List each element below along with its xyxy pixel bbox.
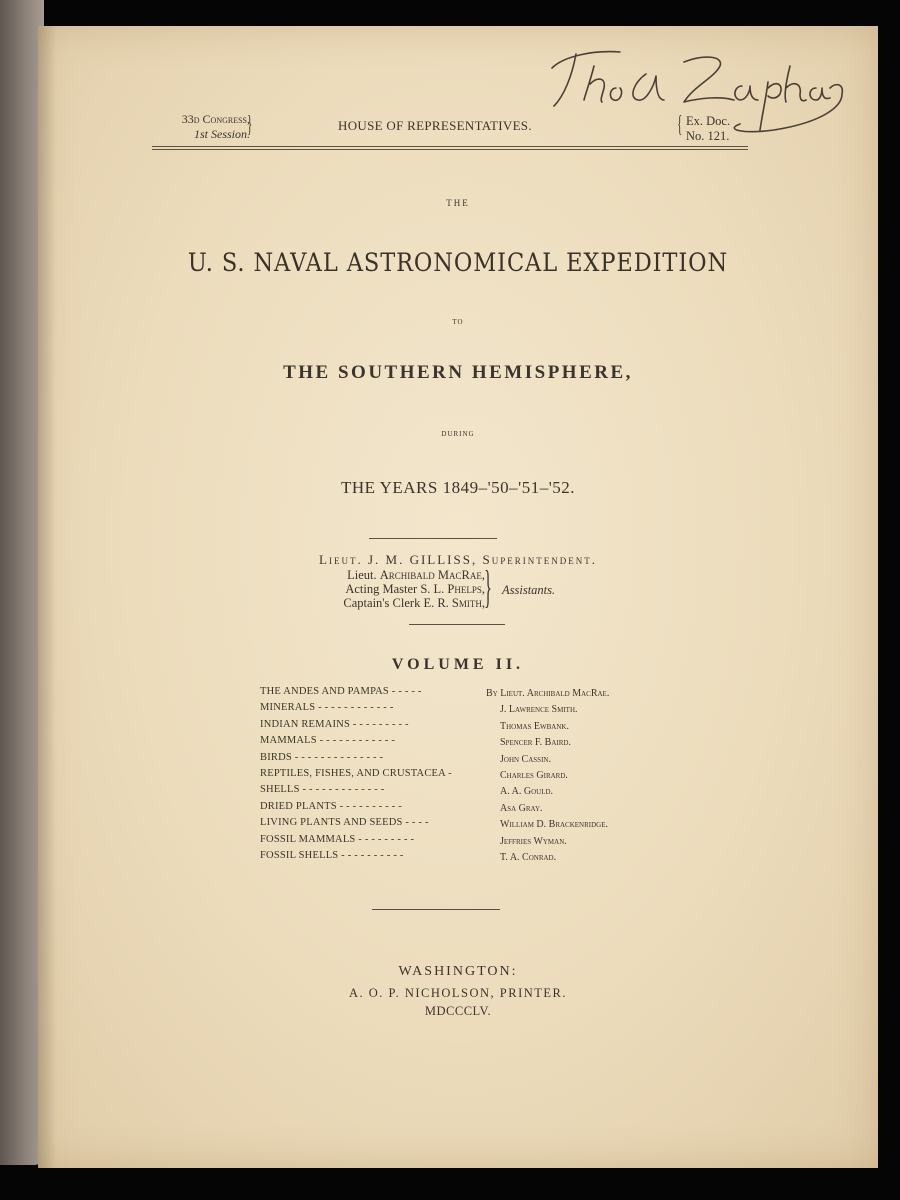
session-label: 1st Session. bbox=[193, 127, 250, 141]
congress-label: 33d Congress, bbox=[181, 112, 250, 126]
assistant-entry bbox=[330, 596, 485, 610]
assistant-entry bbox=[330, 582, 485, 596]
imprint-city: WASHINGTON: bbox=[398, 964, 518, 979]
document-number bbox=[686, 114, 730, 144]
title-years: THE YEARS 1849–'50–'51–'52. bbox=[340, 478, 576, 497]
header-rule-double bbox=[152, 149, 748, 150]
contents-subject: DRIED PLANTS - - - - - - - - - - bbox=[260, 800, 402, 812]
header-rule bbox=[152, 146, 748, 147]
assistant-name: Archibald MacRae, bbox=[379, 568, 485, 582]
contents-author: William D. Brackenridge. bbox=[500, 819, 608, 831]
contents-author: Spencer F. Baird. bbox=[500, 737, 571, 749]
title-destination: THE SOUTHERN HEMISPHERE, bbox=[283, 362, 633, 383]
right-brace: { bbox=[677, 112, 683, 138]
contents-author: Jeffries Wyman. bbox=[500, 835, 567, 847]
contents-author: By Lieut. Archibald MacRae. bbox=[486, 688, 610, 699]
contents-subject: FOSSIL MAMMALS - - - - - - - - - bbox=[260, 833, 415, 845]
house-label: HOUSE OF REPRESENTATIVES. bbox=[338, 118, 532, 133]
contents-subject: MINERALS - - - - - - - - - - - - bbox=[260, 702, 394, 714]
volume-heading: VOLUME II. bbox=[391, 656, 525, 673]
title-article: THE bbox=[446, 198, 470, 208]
contents-subject: BIRDS - - - - - - - - - - - - - - bbox=[260, 751, 384, 763]
assistant-role: Acting Master bbox=[345, 582, 418, 596]
divider-rule bbox=[409, 624, 505, 625]
title-page bbox=[38, 26, 878, 1168]
assistant-name: S. L. Phelps, bbox=[420, 582, 485, 596]
contents-author: John Cassin. bbox=[500, 753, 551, 765]
contents-author: Thomas Ewbank. bbox=[500, 720, 569, 732]
contents-row bbox=[260, 834, 680, 850]
doc-number-label: No. 121. bbox=[686, 129, 730, 143]
assistants-brace: } bbox=[484, 561, 492, 612]
congress-session bbox=[150, 112, 253, 142]
contents-author: Asa Gray. bbox=[500, 802, 543, 814]
contents-subject: REPTILES, FISHES, AND CRUSTACEA - bbox=[260, 767, 452, 779]
contents-row bbox=[260, 801, 680, 817]
doc-type-label: Ex. Doc. bbox=[686, 114, 731, 128]
contents-row bbox=[260, 702, 680, 718]
assistant-name: E. R. Smith, bbox=[423, 596, 485, 610]
contents-row bbox=[260, 752, 680, 768]
contents-row bbox=[260, 784, 680, 800]
contents-author: A. A. Gould. bbox=[500, 786, 554, 798]
superintendent-line: Lieut. J. M. GILLISS, Superintendent. bbox=[319, 552, 597, 567]
contents-subject: FOSSIL SHELLS - - - - - - - - - - bbox=[260, 849, 404, 861]
contents-subject: THE ANDES AND PAMPAS - - - - - bbox=[260, 686, 422, 697]
assistants-label: Assistants. bbox=[502, 583, 556, 597]
contents-row bbox=[260, 817, 680, 833]
title-connector-during: DURING bbox=[441, 430, 475, 438]
contents-subject: MAMMALS - - - - - - - - - - - - bbox=[260, 735, 396, 747]
contents-row bbox=[260, 719, 680, 735]
assistant-entry bbox=[330, 568, 485, 582]
left-brace: } bbox=[247, 112, 253, 138]
divider-rule bbox=[372, 909, 500, 910]
contents-author: J. Lawrence Smith. bbox=[500, 704, 578, 716]
contents-row bbox=[260, 686, 680, 702]
assistants-list bbox=[330, 568, 485, 610]
contents-subject: INDIAN REMAINS - - - - - - - - - bbox=[260, 718, 409, 730]
assistant-role: Lieut. bbox=[347, 568, 377, 582]
contents-row bbox=[260, 768, 680, 784]
imprint-year: MDCCCLV. bbox=[424, 1004, 492, 1018]
contents-row bbox=[260, 850, 680, 866]
divider-rule bbox=[369, 538, 497, 539]
contents-subject: SHELLS - - - - - - - - - - - - - bbox=[260, 784, 385, 796]
contents-subject: LIVING PLANTS AND SEEDS - - - - bbox=[260, 817, 429, 829]
contents-author: Charles Girard. bbox=[500, 769, 568, 781]
title-connector-to: TO bbox=[452, 318, 464, 326]
contents-row bbox=[260, 735, 680, 751]
assistant-role: Captain's Clerk bbox=[343, 596, 421, 610]
main-title: U. S. NAVAL ASTRONOMICAL EXPEDITION bbox=[187, 248, 729, 277]
contents-table bbox=[260, 686, 680, 866]
contents-author: T. A. Conrad. bbox=[500, 851, 557, 863]
imprint-printer: A. O. P. NICHOLSON, PRINTER. bbox=[348, 986, 568, 1000]
